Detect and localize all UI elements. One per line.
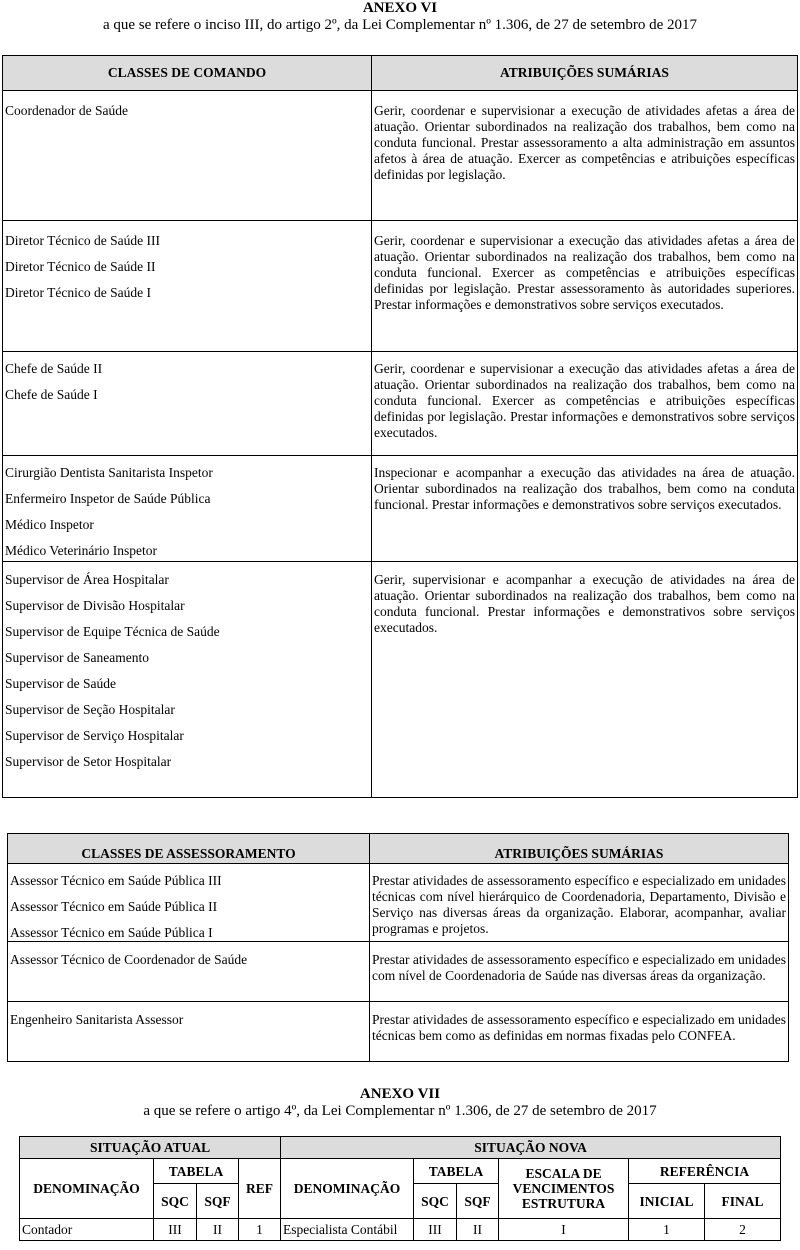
atual-sqf-cell: II — [197, 1219, 239, 1241]
sqc-nova-header: SQC — [414, 1184, 457, 1219]
final-cell: 2 — [705, 1219, 781, 1241]
anexo6-title: ANEXO VI — [362, 0, 438, 16]
class-name: Chefe de Saúde II — [5, 361, 103, 376]
denominacao-nova-header: DENOMINAÇÃO — [281, 1159, 414, 1219]
class-name: Diretor Técnico de Saúde II — [5, 259, 156, 274]
ref-header: REF — [239, 1159, 281, 1219]
escala-header: ESCALA DE VENCIMENTOS ESTRUTURA — [499, 1159, 629, 1219]
attributions-cell: Gerir, coordenar e supervisionar a execução de atividades afetas a área de atuação. Orientar subordinados na realização dos trabalhos, bem como na conduta funcional. Prestar assessoramento a alta administração em assuntos afetos à área de atuação. Exercer as competências e atribuições específicas definidas por legislação. — [372, 91, 798, 221]
class-name: Enfermeiro Inspetor de Saúde Pública — [5, 491, 211, 506]
class-names-cell — [8, 864, 370, 942]
class-names-cell — [8, 942, 370, 1002]
table-row — [8, 942, 789, 1002]
table-row — [3, 221, 798, 352]
nova-sqf-cell: II — [457, 1219, 499, 1241]
attributions-cell: Gerir, coordenar e supervisionar a execução das atividades afetas a área de atuação. Orientar subordinados na realização dos trabalhos, bem como na conduta funcional. Exercer as competências e atribuições específicas definidas por legislação. Prestar informações e demonstrativos sobre serviços executados. — [372, 352, 798, 456]
denominacao-atual-header: DENOMINAÇÃO — [20, 1159, 154, 1219]
referencia-header: REFERÊNCIA — [629, 1159, 781, 1184]
tabela-nova-header: TABELA — [414, 1159, 499, 1184]
assessoramento-table — [7, 833, 789, 1062]
class-name: Supervisor de Setor Hospitalar — [5, 754, 172, 769]
class-name: Chefe de Saúde I — [5, 387, 98, 402]
assessoramento-header-classes: CLASSES DE ASSESSORAMENTO — [8, 834, 370, 864]
class-name: Engenheiro Sanitarista Assessor — [10, 1012, 184, 1027]
class-names-cell — [8, 1002, 370, 1062]
class-name: Médico Inspetor — [5, 517, 94, 532]
class-name: Assessor Técnico de Coordenador de Saúde — [10, 952, 248, 967]
atual-sqc-cell: III — [154, 1219, 197, 1241]
table-row — [20, 1219, 781, 1241]
table-row — [3, 456, 798, 562]
atual-denominacao-cell: Contador — [20, 1219, 154, 1241]
class-name: Supervisor de Saúde — [5, 676, 116, 691]
class-name: Diretor Técnico de Saúde I — [5, 285, 151, 300]
attributions-cell: Prestar atividades de assessoramento específico e especializado em unidades técnicas bem como as definidas em normas fixadas pelo CONFEA. — [370, 1002, 789, 1062]
class-name: Médico Veterinário Inspetor — [5, 543, 157, 558]
class-name: Supervisor de Área Hospitalar — [5, 572, 169, 587]
attributions-cell: Prestar atividades de assessoramento específico e especializado em unidades com nível de Coordenadoria de Saúde nas diversas áreas da organização. — [370, 942, 789, 1002]
class-name: Assessor Técnico em Saúde Pública I — [10, 925, 213, 940]
attributions-cell: Prestar atividades de assessoramento específico e especializado em unidades técnicas com nível hierárquico de Coordenadoria, Departamento, Divisão e Serviço nas diversas áreas da organização. Elaborar, acompanhar, avaliar programas e projetos. — [370, 864, 789, 942]
tabela-atual-header: TABELA — [154, 1159, 239, 1184]
attributions-cell: Inspecionar e acompanhar a execução das atividades na área de atuação. Orientar subordinados na realização dos trabalhos, bem como na conduta funcional. Prestar informações e demonstrativos sobre serviços executados. — [372, 456, 798, 562]
class-names-cell — [3, 352, 372, 456]
table-row — [8, 864, 789, 942]
assessoramento-header-atribuicoes: ATRIBUIÇÕES SUMÁRIAS — [370, 834, 789, 864]
anexo7-table — [19, 1136, 781, 1241]
class-name: Supervisor de Seção Hospitalar — [5, 702, 175, 717]
nova-sqc-cell: III — [414, 1219, 457, 1241]
comando-header-classes: CLASSES DE COMANDO — [3, 56, 372, 91]
final-header: FINAL — [705, 1184, 781, 1219]
table-row — [8, 1002, 789, 1062]
inicial-cell: 1 — [629, 1219, 705, 1241]
class-name: Coordenador de Saúde — [5, 103, 128, 118]
class-name: Supervisor de Serviço Hospitalar — [5, 728, 184, 743]
class-names-cell — [3, 562, 372, 798]
class-name: Assessor Técnico em Saúde Pública II — [10, 899, 218, 914]
inicial-header: INICIAL — [629, 1184, 705, 1219]
class-name: Supervisor de Saneamento — [5, 650, 149, 665]
class-name: Supervisor de Divisão Hospitalar — [5, 598, 185, 613]
situacao-atual-header: SITUAÇÃO ATUAL — [20, 1137, 281, 1159]
class-names-cell — [3, 221, 372, 352]
anexo7-title: ANEXO VII — [359, 1086, 441, 1102]
attributions-cell: Gerir, supervisionar e acompanhar a execução de atividades na área de atuação. Orientar subordinados na realização dos trabalhos, bem como na conduta funcional. Prestar informações e demonstrativos sobre serviços executados. — [372, 562, 798, 798]
anexo7-subtitle: a que se refere o artigo 4º, da Lei Complementar nº 1.306, de 27 de setembro de 2017 — [143, 1103, 657, 1119]
attributions-cell: Gerir, coordenar e supervisionar a execução das atividades afetas a área de atuação. Orientar subordinados na realização dos trabalhos, bem como na conduta funcional. Exercer as competências e atribuições específicas definidas por legislação. Prestar assessoramento às autoridades superiores. Prestar informações e demonstrativos sobre serviços executados. — [372, 221, 798, 352]
comando-table — [2, 55, 798, 798]
class-names-cell — [3, 91, 372, 221]
class-name: Cirurgião Dentista Sanitarista Inspetor — [5, 465, 213, 480]
atual-ref-cell: 1 — [239, 1219, 281, 1241]
situacao-nova-header: SITUAÇÃO NOVA — [281, 1137, 781, 1159]
sqf-nova-header: SQF — [457, 1184, 499, 1219]
table-row — [3, 91, 798, 221]
comando-header-atribuicoes: ATRIBUIÇÕES SUMÁRIAS — [372, 56, 798, 91]
anexo6-subtitle: a que se refere o inciso III, do artigo 2º, da Lei Complementar nº 1.306, de 27 de setembro de 2017 — [102, 17, 698, 33]
class-name: Assessor Técnico em Saúde Pública III — [10, 873, 222, 888]
escala-cell: I — [499, 1219, 629, 1241]
table-row — [3, 562, 798, 798]
sqf-atual-header: SQF — [197, 1184, 239, 1219]
sqc-atual-header: SQC — [154, 1184, 197, 1219]
class-name: Diretor Técnico de Saúde III — [5, 233, 160, 248]
nova-denominacao-cell: Especialista Contábil — [281, 1219, 414, 1241]
class-name: Supervisor de Equipe Técnica de Saúde — [5, 624, 220, 639]
table-row — [3, 352, 798, 456]
class-names-cell — [3, 456, 372, 562]
